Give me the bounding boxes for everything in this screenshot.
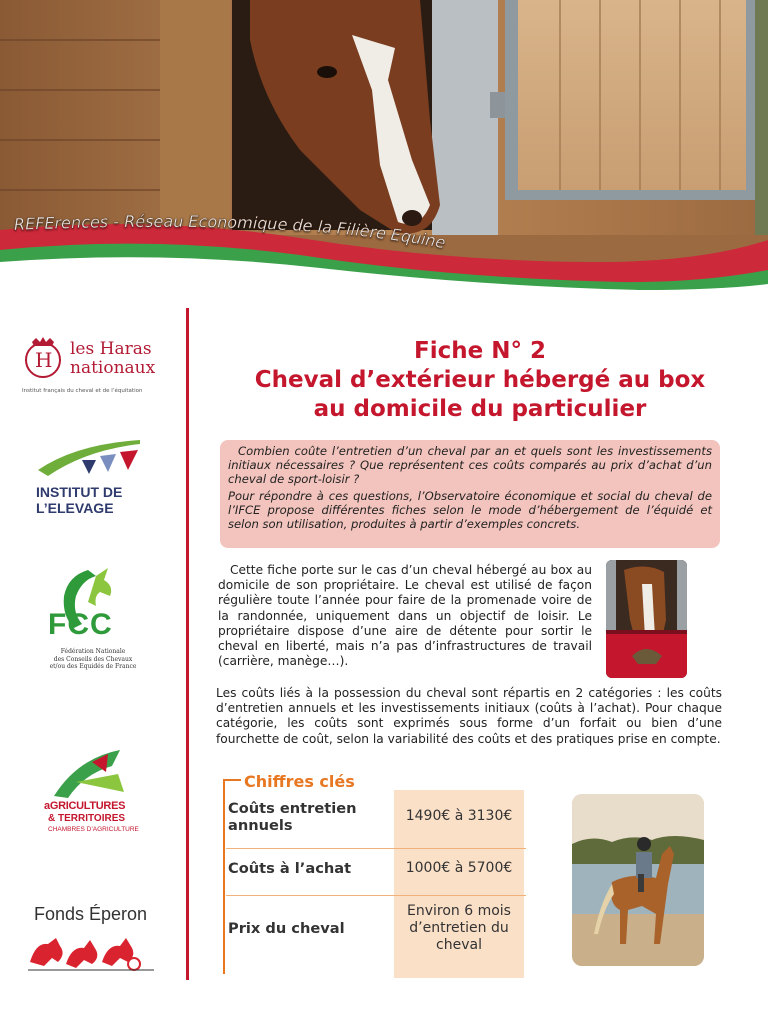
key-figures-table bbox=[226, 790, 526, 978]
row2-label-line1: Coûts à l’achat bbox=[228, 860, 352, 877]
haras-name-line1: les Haras bbox=[70, 339, 152, 359]
elevage-name bbox=[36, 484, 122, 516]
title-line3: au domicile du particulier bbox=[313, 396, 647, 422]
row1-label-line2: annuels bbox=[228, 817, 293, 834]
svg-text:REFErences - Réseau Economique bbox=[14, 212, 448, 252]
key-figures-row bbox=[226, 790, 526, 848]
key-figures-label bbox=[228, 800, 357, 834]
question-paragraph-2: Pour répondre à ces questions, l’Observatoire économique et social du cheval de l’IFCE propose différentes fiches selon le mode d’hébergement de l’équidé et selon son utilisation, produites à partir d’exemples concrets. bbox=[228, 489, 712, 531]
row3-value-line2: d’entretien du bbox=[409, 920, 509, 936]
haras-nationaux-logo bbox=[22, 336, 172, 406]
title-line2: Cheval d’extérieur hébergé au box bbox=[254, 367, 706, 393]
agri-line2: & TERRITOIRES bbox=[48, 813, 126, 824]
elevage-line1: INSTITUT DE bbox=[36, 484, 123, 500]
question-box bbox=[220, 440, 720, 548]
key-figures-row bbox=[226, 848, 526, 895]
key-figures-value bbox=[394, 903, 524, 954]
horse-box-photo bbox=[606, 560, 687, 678]
eperon-horses-icon bbox=[26, 932, 156, 974]
header-banner bbox=[0, 0, 768, 292]
fcc-line2: des Conseils des Chevaux bbox=[53, 655, 133, 663]
key-figures-value bbox=[394, 808, 524, 825]
rider-photo bbox=[572, 794, 704, 966]
institut-elevage-logo bbox=[30, 438, 150, 518]
fcc-logo bbox=[28, 566, 158, 681]
horse-in-box-image bbox=[606, 560, 687, 678]
agri-line1: aGRICULTURES bbox=[44, 800, 126, 812]
title-fiche-number: Fiche N° 2 bbox=[414, 338, 546, 364]
key-figures-row bbox=[226, 895, 526, 978]
banner-caption-text: REFErences - Réseau Economique de la Filière Equine bbox=[13, 212, 448, 253]
banner-caption bbox=[12, 212, 532, 282]
fonds-eperon-logo bbox=[26, 904, 166, 979]
row1-value-line1: 1490€ à 3130€ bbox=[405, 808, 513, 824]
page-title bbox=[200, 336, 760, 424]
row2-value-line1: 1000€ à 5700€ bbox=[405, 860, 513, 876]
haras-name bbox=[70, 340, 155, 378]
categories-paragraph: Les coûts liés à la possession du cheval sont répartis en 2 catégories : les coûts d’entretien annuels et les investissements initiaux (coûts à l’achat). Pour chaque catégorie, les coûts sont exprimés sous forme d’un forfait ou bien d’une fourchette de coût, selon la variabilité des coûts et des pratiques prise en compte. bbox=[216, 686, 722, 746]
elevage-line2: L’ELEVAGE bbox=[36, 500, 114, 516]
agri-line3: CHAMBRES D’AGRICULTURE bbox=[48, 826, 139, 833]
elevage-shapes-icon bbox=[36, 438, 146, 482]
fcc-line1: Fédération Nationale bbox=[60, 648, 126, 655]
row1-label-line1: Coûts entretien bbox=[228, 800, 357, 817]
haras-name-line2: nationaux bbox=[70, 358, 156, 378]
chambres-agriculture-logo bbox=[44, 748, 154, 838]
partner-logos bbox=[0, 300, 185, 990]
vertical-divider bbox=[186, 308, 189, 980]
row3-value-line1: Environ 6 mois bbox=[407, 903, 511, 919]
eperon-name: Fonds Éperon bbox=[34, 904, 148, 924]
agri-shape-icon bbox=[48, 748, 138, 800]
child-riding-horse-image bbox=[572, 794, 704, 966]
fcc-fullname bbox=[28, 648, 158, 671]
key-figures-value bbox=[394, 860, 524, 877]
row3-label-line1: Prix du cheval bbox=[228, 920, 345, 937]
key-figures-label bbox=[228, 860, 351, 877]
fcc-line3: et/ou des Equidés de France bbox=[49, 663, 137, 670]
banner-caption-path bbox=[12, 212, 532, 282]
key-figures-title: Chiffres clés bbox=[244, 772, 355, 791]
key-figures-label bbox=[228, 920, 345, 937]
intro-paragraph: Cette fiche porte sur le cas d’un cheval hébergé au box au domicile de son propriétaire. Le cheval est utilisé de façon régulière toute l’année pour faire de la promenade voire de la randonnée, uniquement dans un objectif de loisir. Le propriétaire dispose d’une aire de détente pour sortir le cheval en liberté, mais n’a pas d’infrastructures de travail (carrière, manège…). bbox=[218, 563, 592, 669]
question-paragraph-1: Combien coûte l’entretien d’un cheval par an et quels sont les investissements initiaux nécessaires ? Que représentent ces coûts comparés au prix d’achat d’un cheval de sport-loisir ? bbox=[228, 444, 712, 486]
row3-value-line3: cheval bbox=[436, 937, 482, 953]
haras-subtitle: Institut français du cheval et de l’équitation bbox=[22, 388, 143, 394]
fcc-acronym: FCC bbox=[48, 608, 113, 641]
haras-emblem-letter: H bbox=[35, 348, 53, 372]
